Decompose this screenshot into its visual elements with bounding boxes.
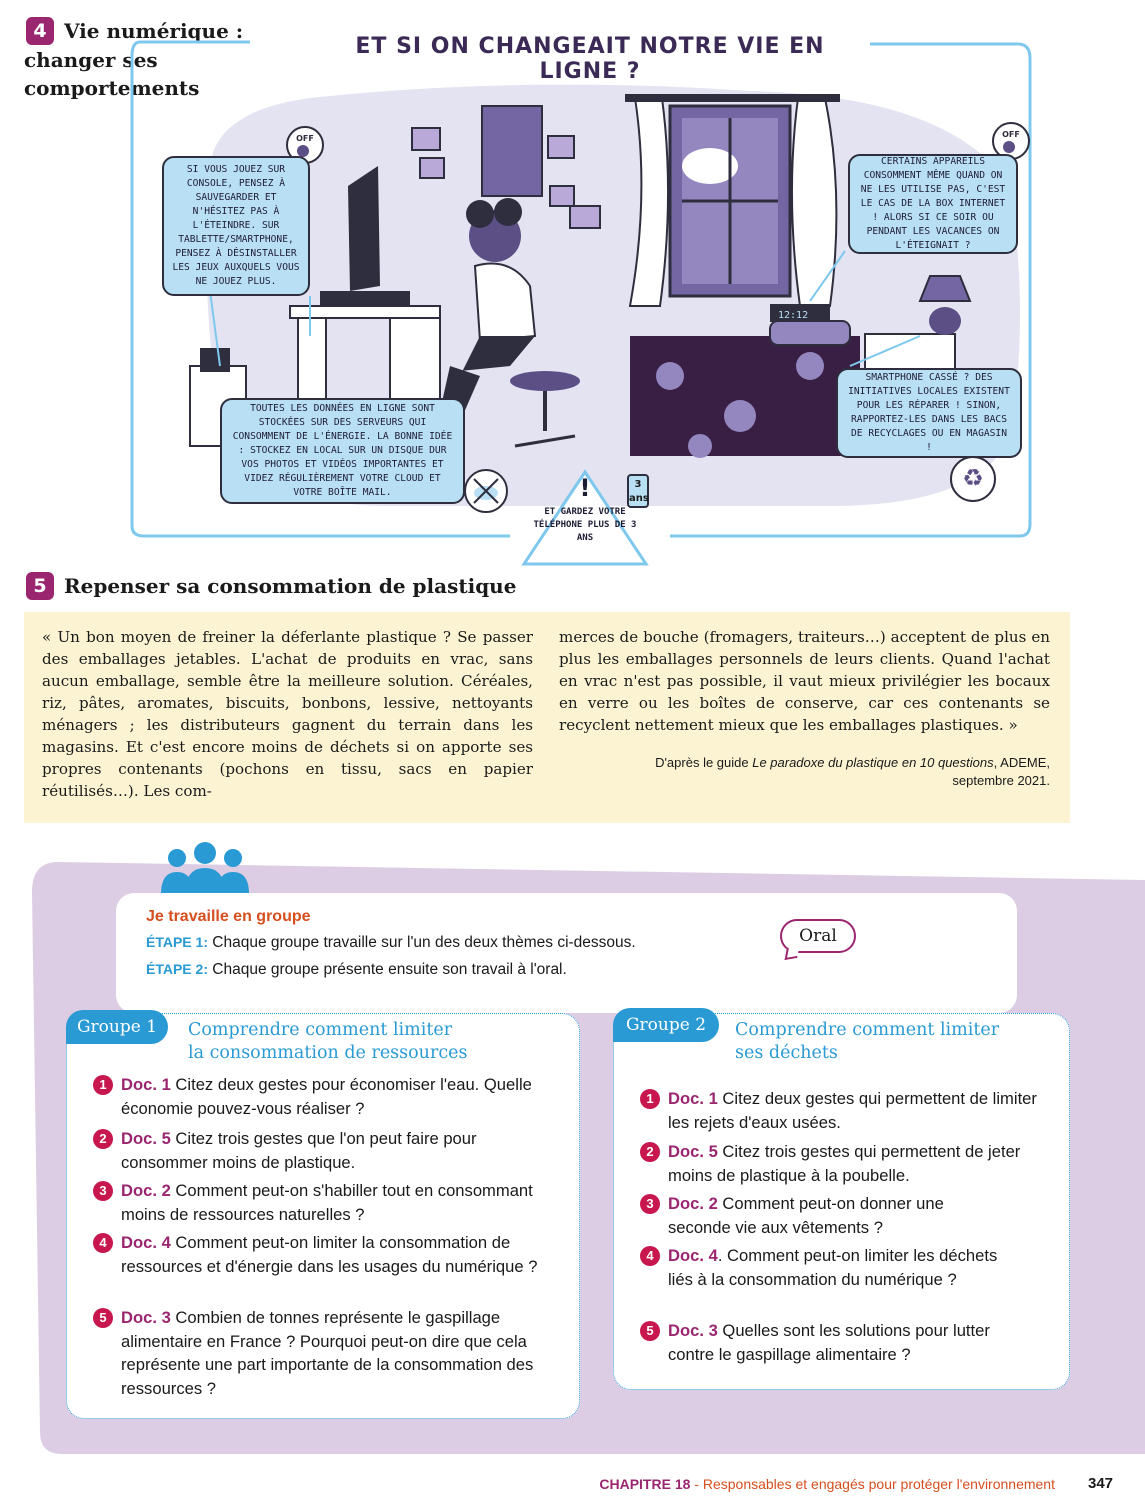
groupe1-title-line2: la consommation de ressources: [188, 1043, 468, 1063]
question-doc: Doc. 1: [121, 1075, 171, 1094]
cloud-crossed-svg: [466, 471, 506, 511]
footer-chapter: CHAPITRE 18: [599, 1476, 691, 1492]
question-text: Combien de tonnes représente le gaspillage alimentaire en France ? Pourquoi peut-on dire que cela représente une part importante de la consommation des ressources ?: [121, 1308, 534, 1398]
doc5-title: Repenser sa consommation de plastique: [64, 574, 517, 598]
question-number: 2: [93, 1129, 113, 1149]
groupe1-question-2: [99, 1127, 551, 1174]
groupe1-title: [188, 1019, 467, 1065]
footer-separator: -: [690, 1476, 703, 1492]
doc5-quote-box: [24, 612, 1070, 823]
question-doc: Doc. 5: [121, 1129, 171, 1148]
question-number: 1: [93, 1075, 113, 1095]
page-number: 347: [1088, 1475, 1114, 1492]
bubble-smartphone: [836, 368, 1022, 458]
illustration-title: ET SI ON CHANGEAIT NOTRE VIE EN LIGNE ?: [340, 34, 840, 84]
question-doc: Doc. 3: [668, 1321, 718, 1340]
question-number: 1: [640, 1089, 660, 1109]
bubble-appareils: [848, 154, 1018, 254]
doc5-number: 5: [26, 572, 54, 600]
bubble-appareils-text: CERTAINS APPAREILS CONSOMMENT MÊME QUAND ON NE LES UTILISE PAS, C'EST LE CAS DE LA BOX INTERNET ! ALORS SI CE SOIR OU PENDANT LES VACANCES ON L'ÉTEIGNAIT ?: [860, 156, 1006, 251]
task-card: [116, 893, 1017, 1013]
cloud-crossed-icon: [464, 469, 508, 513]
off-label: OFF: [296, 134, 314, 143]
question-text: Comment peut-on s'habiller tout en consommant moins de ressources naturelles ?: [121, 1181, 533, 1224]
step-1-label: ÉTAPE 1:: [146, 934, 208, 950]
question-number: 3: [93, 1181, 113, 1201]
groupe2-title: [735, 1019, 999, 1065]
source-suffix: , ADEME,: [993, 755, 1050, 770]
quote-source: [559, 754, 1050, 790]
source-prefix: D'après le guide: [655, 755, 753, 770]
phone-label: 3 ans: [629, 479, 649, 504]
footer-chapter-title: Responsables et engagés pour protéger l'environnement: [702, 1476, 1055, 1492]
task-heading: Je travaille en groupe: [146, 908, 311, 925]
question-text: Quelles sont les solutions pour lutter contre le gaspillage alimentaire ?: [668, 1321, 990, 1364]
groupe2-question-4: [646, 1244, 998, 1291]
recycle-icon: ♻: [950, 456, 996, 502]
warning-text: ET GARDEZ VOTRE TÉLÉPHONE PLUS DE 3 ANS: [533, 507, 637, 543]
question-doc: Doc. 1: [668, 1089, 718, 1108]
step-1: [146, 929, 987, 956]
groupe1-title-line1: Comprendre comment limiter: [188, 1020, 453, 1040]
question-number: 2: [640, 1142, 660, 1162]
question-doc: Doc. 3: [121, 1308, 171, 1327]
step-2-label: ÉTAPE 2:: [146, 961, 208, 977]
groupe1-question-1: [99, 1073, 551, 1120]
groupe2-question-5: [646, 1319, 1028, 1366]
doc4-title-line1: Vie numérique :: [64, 19, 244, 43]
bubble-console: [162, 156, 310, 296]
bubble-donnees-text: TOUTES LES DONNÉES EN LIGNE SONT STOCKÉES SUR DES SERVEURS QUI CONSOMMENT DE L'ÉNERGIE. LA BONNE IDÉE : STOCKEZ EN LOCAL SUR UN DISQUE DUR VOS PHOTOS ET VIDÉOS IMPORTANTES ET VIDEZ RÉGULIÈREMENT VOTRE CLOUD ET VOTRE BOÎTE MAIL.: [232, 403, 453, 498]
step-1-text: Chaque groupe travaille sur l'un des deux thèmes ci-dessous.: [207, 934, 636, 951]
question-text: . Comment peut-on limiter les déchets liés à la consommation du numérique ?: [668, 1246, 998, 1289]
doc4-title-line2: changer ses: [24, 48, 158, 72]
groupe1-question-3: [99, 1179, 551, 1226]
question-number: 4: [640, 1246, 660, 1266]
question-doc: Doc. 4: [668, 1246, 718, 1265]
question-number: 5: [93, 1308, 113, 1328]
question-number: 4: [93, 1233, 113, 1253]
step-2-text: Chaque groupe présente ensuite son travail à l'oral.: [207, 961, 567, 978]
phone-icon: [627, 474, 649, 508]
question-number: 5: [640, 1321, 660, 1341]
question-doc: Doc. 5: [668, 1142, 718, 1161]
illustration: [130, 36, 1035, 541]
question-text: Comment peut-on donner une seconde vie aux vêtements ?: [668, 1194, 944, 1237]
question-text: Comment peut-on limiter la consommation de ressources et d'énergie dans les usages du numérique ?: [121, 1233, 538, 1276]
groupe2-tab: Groupe 2: [613, 1008, 719, 1042]
page-footer: [0, 1474, 1055, 1494]
bubble-console-text: SI VOUS JOUEZ SUR CONSOLE, PENSEZ À SAUVEGARDER ET N'HÉSITEZ PAS À L'ÉTEINDRE. SUR TABLETTE/SMARTPHONE, PENSEZ À DÉSINSTALLER LES JEUX AUXQUELS VOUS NE JOUEZ PLUS.: [172, 164, 300, 287]
groupe1-question-5: [99, 1306, 541, 1400]
question-number: 3: [640, 1194, 660, 1214]
people-group-icon: [157, 842, 253, 894]
groupe1-tab: Groupe 1: [66, 1010, 168, 1044]
oral-badge: Oral: [780, 919, 856, 953]
question-doc: Doc. 4: [121, 1233, 171, 1252]
groupe2-question-2: [646, 1140, 1058, 1187]
quote-column-2: [559, 626, 1050, 802]
question-doc: Doc. 2: [668, 1194, 718, 1213]
quote-column-1: « Un bon moyen de freiner la déferlante plastique ? Se passer des emballages jetables. L'achat de produits en vrac, sans aucun emballage, semble être la meilleure solution. Céréales, riz, pâtes, aromates, biscuits, bonbons, lessive, nettoyants ménagers ; les distributeurs gagnent du terrain dans les magasins. Et c'est encore moins de déchets si on apporte ses propres contenants (pochons en tissu, sacs en papier réutilisés…). Les com-: [42, 628, 533, 800]
groupe1-question-4: [99, 1231, 561, 1278]
step-2: [146, 956, 987, 983]
question-text: Citez trois gestes qui permettent de jeter moins de plastique à la poubelle.: [668, 1142, 1021, 1185]
question-text: Citez deux gestes pour économiser l'eau. Quelle économie pouvez-vous réaliser ?: [121, 1075, 532, 1118]
doc4-number: 4: [26, 17, 54, 45]
question-text: Citez deux gestes qui permettent de limiter les rejets d'eaux usées.: [668, 1089, 1037, 1132]
source-title: Le paradoxe du plastique en 10 questions: [752, 755, 994, 770]
bubble-smartphone-text: SMARTPHONE CASSÉ ? DES INITIATIVES LOCALES EXISTENT POUR LES RÉPARER ! SINON, RAPPORTEZ-LES DANS LES BACS DE RECYCLAGES OU EN MAGASIN !: [848, 372, 1010, 453]
bubble-donnees: [220, 398, 465, 504]
question-text: Citez trois gestes que l'on peut faire pour consommer moins de plastique.: [121, 1129, 477, 1172]
groupe2-title-line1: Comprendre comment limiter: [735, 1020, 1000, 1040]
groupe2-question-3: [646, 1192, 1008, 1239]
source-date: septembre 2021.: [952, 773, 1050, 788]
groupe2-title-line2: ses déchets: [735, 1043, 838, 1063]
question-doc: Doc. 2: [121, 1181, 171, 1200]
clock-text: 12:12: [778, 310, 809, 321]
quote-column-2-text: merces de bouche (fromagers, traiteurs…) acceptent de plus en plus les emballages personnels de leurs clients. Quand l'achat en vrac n'est pas possible, il vaut mieux privilégier les bocaux en verre ou les boîtes de conserve, car ces contenants se recyclent nettement mieux que les emballages plastiques. »: [559, 628, 1050, 734]
off-label: OFF: [1002, 130, 1020, 139]
doc4-title-line3: comportements: [24, 76, 200, 100]
warning-mark: !: [579, 474, 591, 502]
groupe2-question-1: [646, 1087, 1058, 1134]
